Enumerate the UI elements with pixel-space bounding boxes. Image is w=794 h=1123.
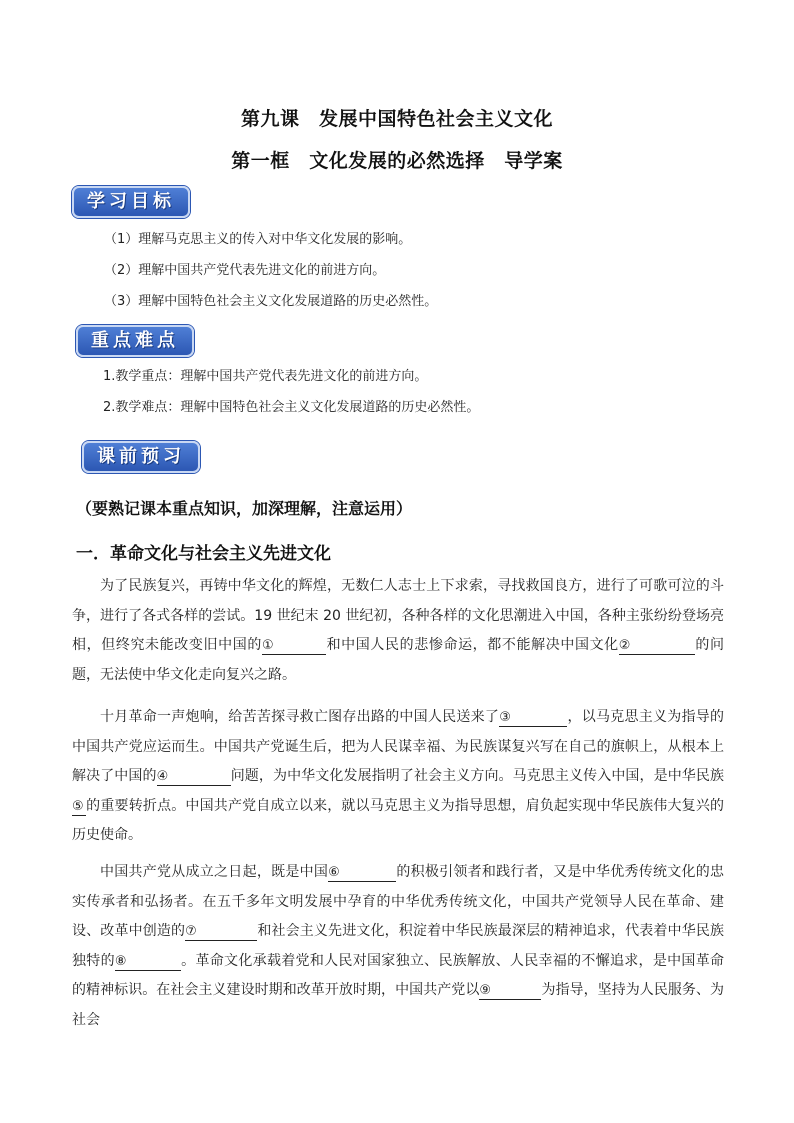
- goal-item-2: （2）理解中国共产党代表先进文化的前进方向。: [104, 263, 386, 278]
- paragraph-3: [72, 858, 724, 1035]
- goal-item-1: （1）理解马克思主义的传入对中华文化发展的影响。: [104, 232, 412, 247]
- paragraph-2-text-d: 的重要转折点。中国共产党自成立以来，就以马克思主义为指导思想，肩负起实现中华民族伟大复兴的历史使命。: [72, 797, 724, 843]
- paragraph-1-text-a: 为了民族复兴，再铸中华文化的辉煌，无数仁人志士上下求索，寻找救国良方，进行了可歌可泣的斗争，进行了各式各样的尝试。19 世纪末 20 世纪初，各种各样的文化思潮进入中国，各种主张纷纷登场亮相，但终究未能改变旧中国的: [72, 578, 724, 653]
- paragraph-3-text-c: 和社会主义先进文化，积淀着中华民族最深层的精神追求，代表着中华民族独特的: [72, 923, 724, 969]
- paragraph-3-text-b: 的积极引领者和践行者，又是中华优秀传统文化的忠实传承者和弘扬者。在五千多年文明发展中孕育的中华优秀传统文化，中国共产党领导人民在革命、建设、改革中创造的: [72, 864, 725, 939]
- goal-item-3: （3）理解中国特色社会主义文化发展道路的历史必然性。: [104, 294, 438, 309]
- paragraph-1-text-b: 和中国人民的悲惨命运，都不能解决中国文化: [325, 637, 619, 653]
- fill-blank-1[interactable]: ①: [262, 637, 326, 655]
- fill-blank-8[interactable]: ⑧: [115, 953, 181, 971]
- fill-blank-5[interactable]: ⑤: [72, 798, 86, 816]
- study-note: （要熟记课本重点知识，加深理解，注意运用）: [76, 499, 413, 518]
- lesson-title: 第九课 发展中国特色社会主义文化: [240, 108, 553, 130]
- section-title: 第一框 文化发展的必然选择 导学案: [231, 150, 563, 172]
- paragraph-3-text-e: 为指导，坚持为人民服务、为社会: [72, 982, 725, 1028]
- learning-goals-badge: 学习目标: [72, 186, 190, 218]
- fill-blank-7[interactable]: ⑦: [185, 923, 257, 941]
- fill-blank-6[interactable]: ⑥: [328, 864, 396, 882]
- key-point-2: 2.教学难点：理解中国特色社会主义文化发展道路的历史必然性。: [103, 400, 480, 415]
- fill-blank-9[interactable]: ⑨: [479, 982, 541, 1000]
- paragraph-2-text-c: 问题，为中华文化发展指明了社会主义方向。马克思主义传入中国，是中华民族: [230, 768, 725, 784]
- section-heading: 一．革命文化与社会主义先进文化: [76, 544, 331, 564]
- fill-blank-4[interactable]: ④: [157, 768, 231, 786]
- key-points-badge: 重点难点: [76, 325, 194, 357]
- paragraph-3-text-d: 。革命文化承载着党和人民对国家独立、民族解放、人民幸福的不懈追求，是中国革命的精神标识。在社会主义建设时期和改革开放时期，中国共产党以: [72, 952, 725, 998]
- paragraph-1-text-c: 的问题，无法使中华文化走向复兴之路。: [72, 637, 725, 683]
- paragraph-3-text-a: 中国共产党从成立之日起，既是中国: [100, 864, 329, 880]
- paragraph-2-text-b: ，以马克思主义为指导的中国共产党应运而生。中国共产党诞生后，把为人民谋幸福、为民族谋复兴写在自己的旗帜上，从根本上解决了中国的: [72, 709, 725, 784]
- paragraph-2-text-a: 十月革命一声炮响，给苦苦探寻救亡图存出路的中国人民送来了: [100, 709, 500, 725]
- paragraph-2: [72, 703, 724, 851]
- fill-blank-2[interactable]: ②: [619, 637, 695, 655]
- key-point-1: 1.教学重点：理解中国共产党代表先进文化的前进方向。: [103, 369, 428, 384]
- fill-blank-3[interactable]: ③: [499, 709, 567, 727]
- paragraph-1: [72, 572, 724, 690]
- preview-badge: 课前预习: [82, 441, 200, 473]
